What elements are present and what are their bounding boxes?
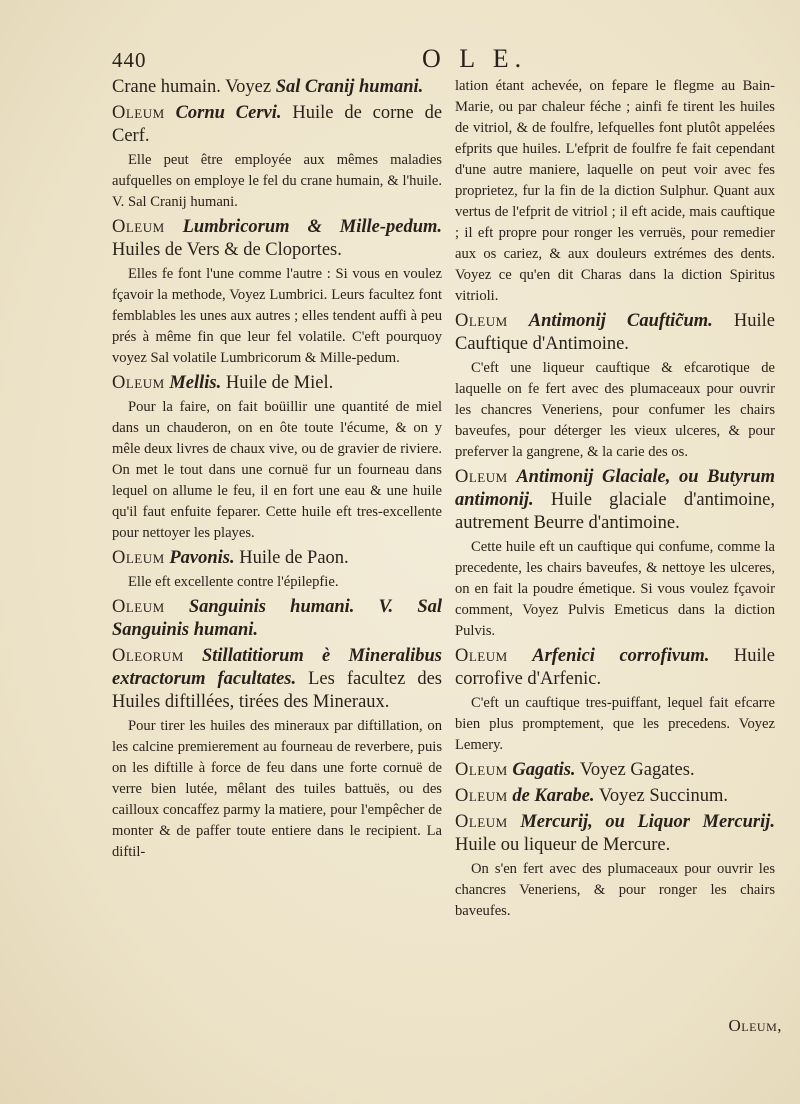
continuation-text: Crane humain. Voyez Sal Cranij humani. bbox=[112, 77, 424, 97]
entry-body: On s'en fert avec des plumaceaux pour ouvrir les chancres Veneriens, & pour ronger les chairs baveufes. bbox=[455, 861, 775, 919]
dictionary-entry: Oleum Lumbricorum & Mille-pedum. Huiles de Vers & de Cloportes. Elles fe font l'une comme l'autre : Si vous en voulez fçavoir la methode, Voyez Lumbrici. Leurs facultez font femblables les unes aux autres ; elles tendent auffi à peu prés à même fin que leur fel volatile. C'eft pourquoy voyez Sal volatile Lumbricorum & Mille-pedum. bbox=[112, 216, 442, 369]
entry-body: C'eft un cauftique tres-puiffant, lequel fait efcarre bien plus promptement, que les precedens. Voyez Lemery. bbox=[455, 695, 775, 753]
entry-body: Elle peut être employée aux mêmes maladies aufquelles on employe le fel du crane humain, & l'huile. V. Sal Cranij humani. bbox=[112, 152, 442, 210]
entry-body: C'eft une liqueur cauftique & efcarotique de laquelle on fe fert avec des plumaceaux pour ouvrir les chancres Veneriens, pour confumer les chairs baveufes, pour déterger les vieux ulceres, & pour preferver la gangrene, & la carie des os. bbox=[455, 360, 775, 460]
dictionary-entry: Oleum Mellis. Huile de Miel. Pour la faire, on fait boüillir une quantité de miel dans un chauderon, on en ôte toute l'écume, & on y mêle deux livres de chaux vive, ou de gravier de riviere. On met le tout dans une cornuë fur un fourneau dans lequel on allume le feu, il en fort une eau & une huile qu'il faut enfuite feparer. Cette huile eft tres-excellente pour nettoyer les playes. bbox=[112, 372, 442, 544]
catchword: Oleum, bbox=[728, 1016, 782, 1035]
dictionary-entry: Oleum Sanguinis humani. V. Sal Sanguinis humani. bbox=[112, 597, 442, 640]
entry-body: Cette huile eft un cauftique qui confume, comme la precedente, les chairs baveufes, & nettoye les ulceres, on en fait la poudre émetique. Si vous voulez fçavoir comment, Voyez Pulvis Emeticus dans la diction Pulvis. bbox=[455, 539, 775, 639]
continuation-text: lation étant achevée, on fepare le flegme au Bain-Marie, ou par chaleur féche ; ainfi fe tirent les huiles de vitriol, & de foulfre, lefquelles font plutôt appelées efprits que huiles. L'efprit de foulfre fe fait cependant d'une autre maniere, laquelle on peut voir avec fes proprietez, fur la fin de la diction Sulphur. Quant aux vertus de l'efprit de vitriol ; il eft acide, mais cauftique ; il eft propre pour ronger les verruës, pour remedier aux os cariez, & aux douleurs extrémes des dents. Voyez ce qu'en dit Charas dans la diction Spiritus vitrioli. bbox=[455, 78, 775, 304]
dictionary-entry: Oleum de Karabe. Voyez Succinum. bbox=[455, 786, 728, 806]
left-column bbox=[112, 76, 442, 866]
running-head: O L E. bbox=[422, 44, 528, 73]
dictionary-entry: Oleum Gagatis. Voyez Gagates. bbox=[455, 760, 695, 780]
entry-latin-title: Cornu Cervi. bbox=[175, 103, 282, 123]
right-column bbox=[455, 76, 775, 925]
dictionary-entry: Oleum Mercurij, ou Liquor Mercurij. Huile ou liqueur de Mercure. On s'en fert avec des plumaceaux pour ouvrir les chancres Veneriens, & pour ronger les chairs baveufes. bbox=[455, 811, 775, 922]
page-header bbox=[112, 44, 772, 74]
dictionary-entry bbox=[112, 102, 442, 213]
entry-body: Pour la faire, on fait boüillir une quantité de miel dans un chauderon, on en ôte toute l'écume, & on y mêle deux livres de chaux vive, ou de gravier de riviere. On met le tout dans une cornuë fur un fourneau dans lequel on allume le feu, il en fort une eau & une huile qu'il faut enfuite feparer. Cette huile eft tres-excellente pour nettoyer les playes. bbox=[112, 399, 442, 541]
entry-body: Elles fe font l'une comme l'autre : Si vous en voulez fçavoir la methode, Voyez Lumbrici. Leurs facultez font femblables les unes aux autres ; elles tendent auffi à peu prés à même fin que leur fel volatile. C'eft pourquoy voyez Sal volatile Lumbricorum & Mille-pedum. bbox=[112, 266, 442, 366]
dictionary-entry: Oleum Pavonis. Huile de Paon. Elle eft excellente contre l'épilepfie. bbox=[112, 547, 442, 593]
entry-french-title: Huile de corne de Cerf. bbox=[112, 103, 443, 146]
dictionary-entry: Oleum Arfenici corrofivum. Huile corrofive d'Arfenic. C'eft un cauftique tres-puiffant, lequel fait efcarre bien plus promptement, que les precedens. Voyez Lemery. bbox=[455, 645, 775, 756]
dictionary-entry: Oleum Antimonij Glaciale, ou Butyrum antimonij. Huile glaciale d'antimoine, autrement Beurre d'antimoine. Cette huile eft un cauftique qui confume, comme la precedente, les chairs baveufes, & nettoye les ulceres, on en fait la poudre émetique. Si vous voulez fçavoir comment, Voyez Pulvis Emeticus dans la diction Pulvis. bbox=[455, 466, 775, 642]
entry-keyword: Oleum bbox=[112, 103, 165, 123]
dictionary-entry: Oleum Antimonij Cauftic̃um. Huile Cauftique d'Antimoine. C'eft une liqueur cauftique & efcarotique de laquelle on fe fert avec des plumaceaux pour ouvrir les chancres Veneriens, pour confumer les chairs baveufes, pour déterger les vieux ulceres, & pour preferver la gangrene, & la carie des os. bbox=[455, 310, 775, 463]
entry-body: Pour tirer les huiles des mineraux par diftillation, on les calcine premierement au fourneau de reverbere, puis on les diftille à force de feu dans une forte cornuë de verre bien lutée, mêlant des tuiles battuës, ou des cailloux concaffez parmy la matiere, pour l'empêcher de monter & de paffer toute entiere dans le recipient. La diftil- bbox=[112, 718, 442, 860]
entry-body: Elle eft excellente contre l'épilepfie. bbox=[128, 574, 339, 590]
dictionary-entry: Oleorum Stillatitiorum è Mineralibus extractorum facultates. Les facultez des Huiles diftillées, tirées des Mineraux. Pour tirer les huiles des mineraux par diftillation, on les calcine premierement au fourneau de reverbere, puis on les diftille à force de feu dans une forte cornuë de verre bien lutée, mêlant des tuiles battuës, ou des cailloux concaffez parmy la matiere, pour l'empêcher de monter & de paffer toute entiere dans le recipient. La diftil- bbox=[112, 645, 442, 863]
page-number: 440 bbox=[112, 48, 147, 72]
